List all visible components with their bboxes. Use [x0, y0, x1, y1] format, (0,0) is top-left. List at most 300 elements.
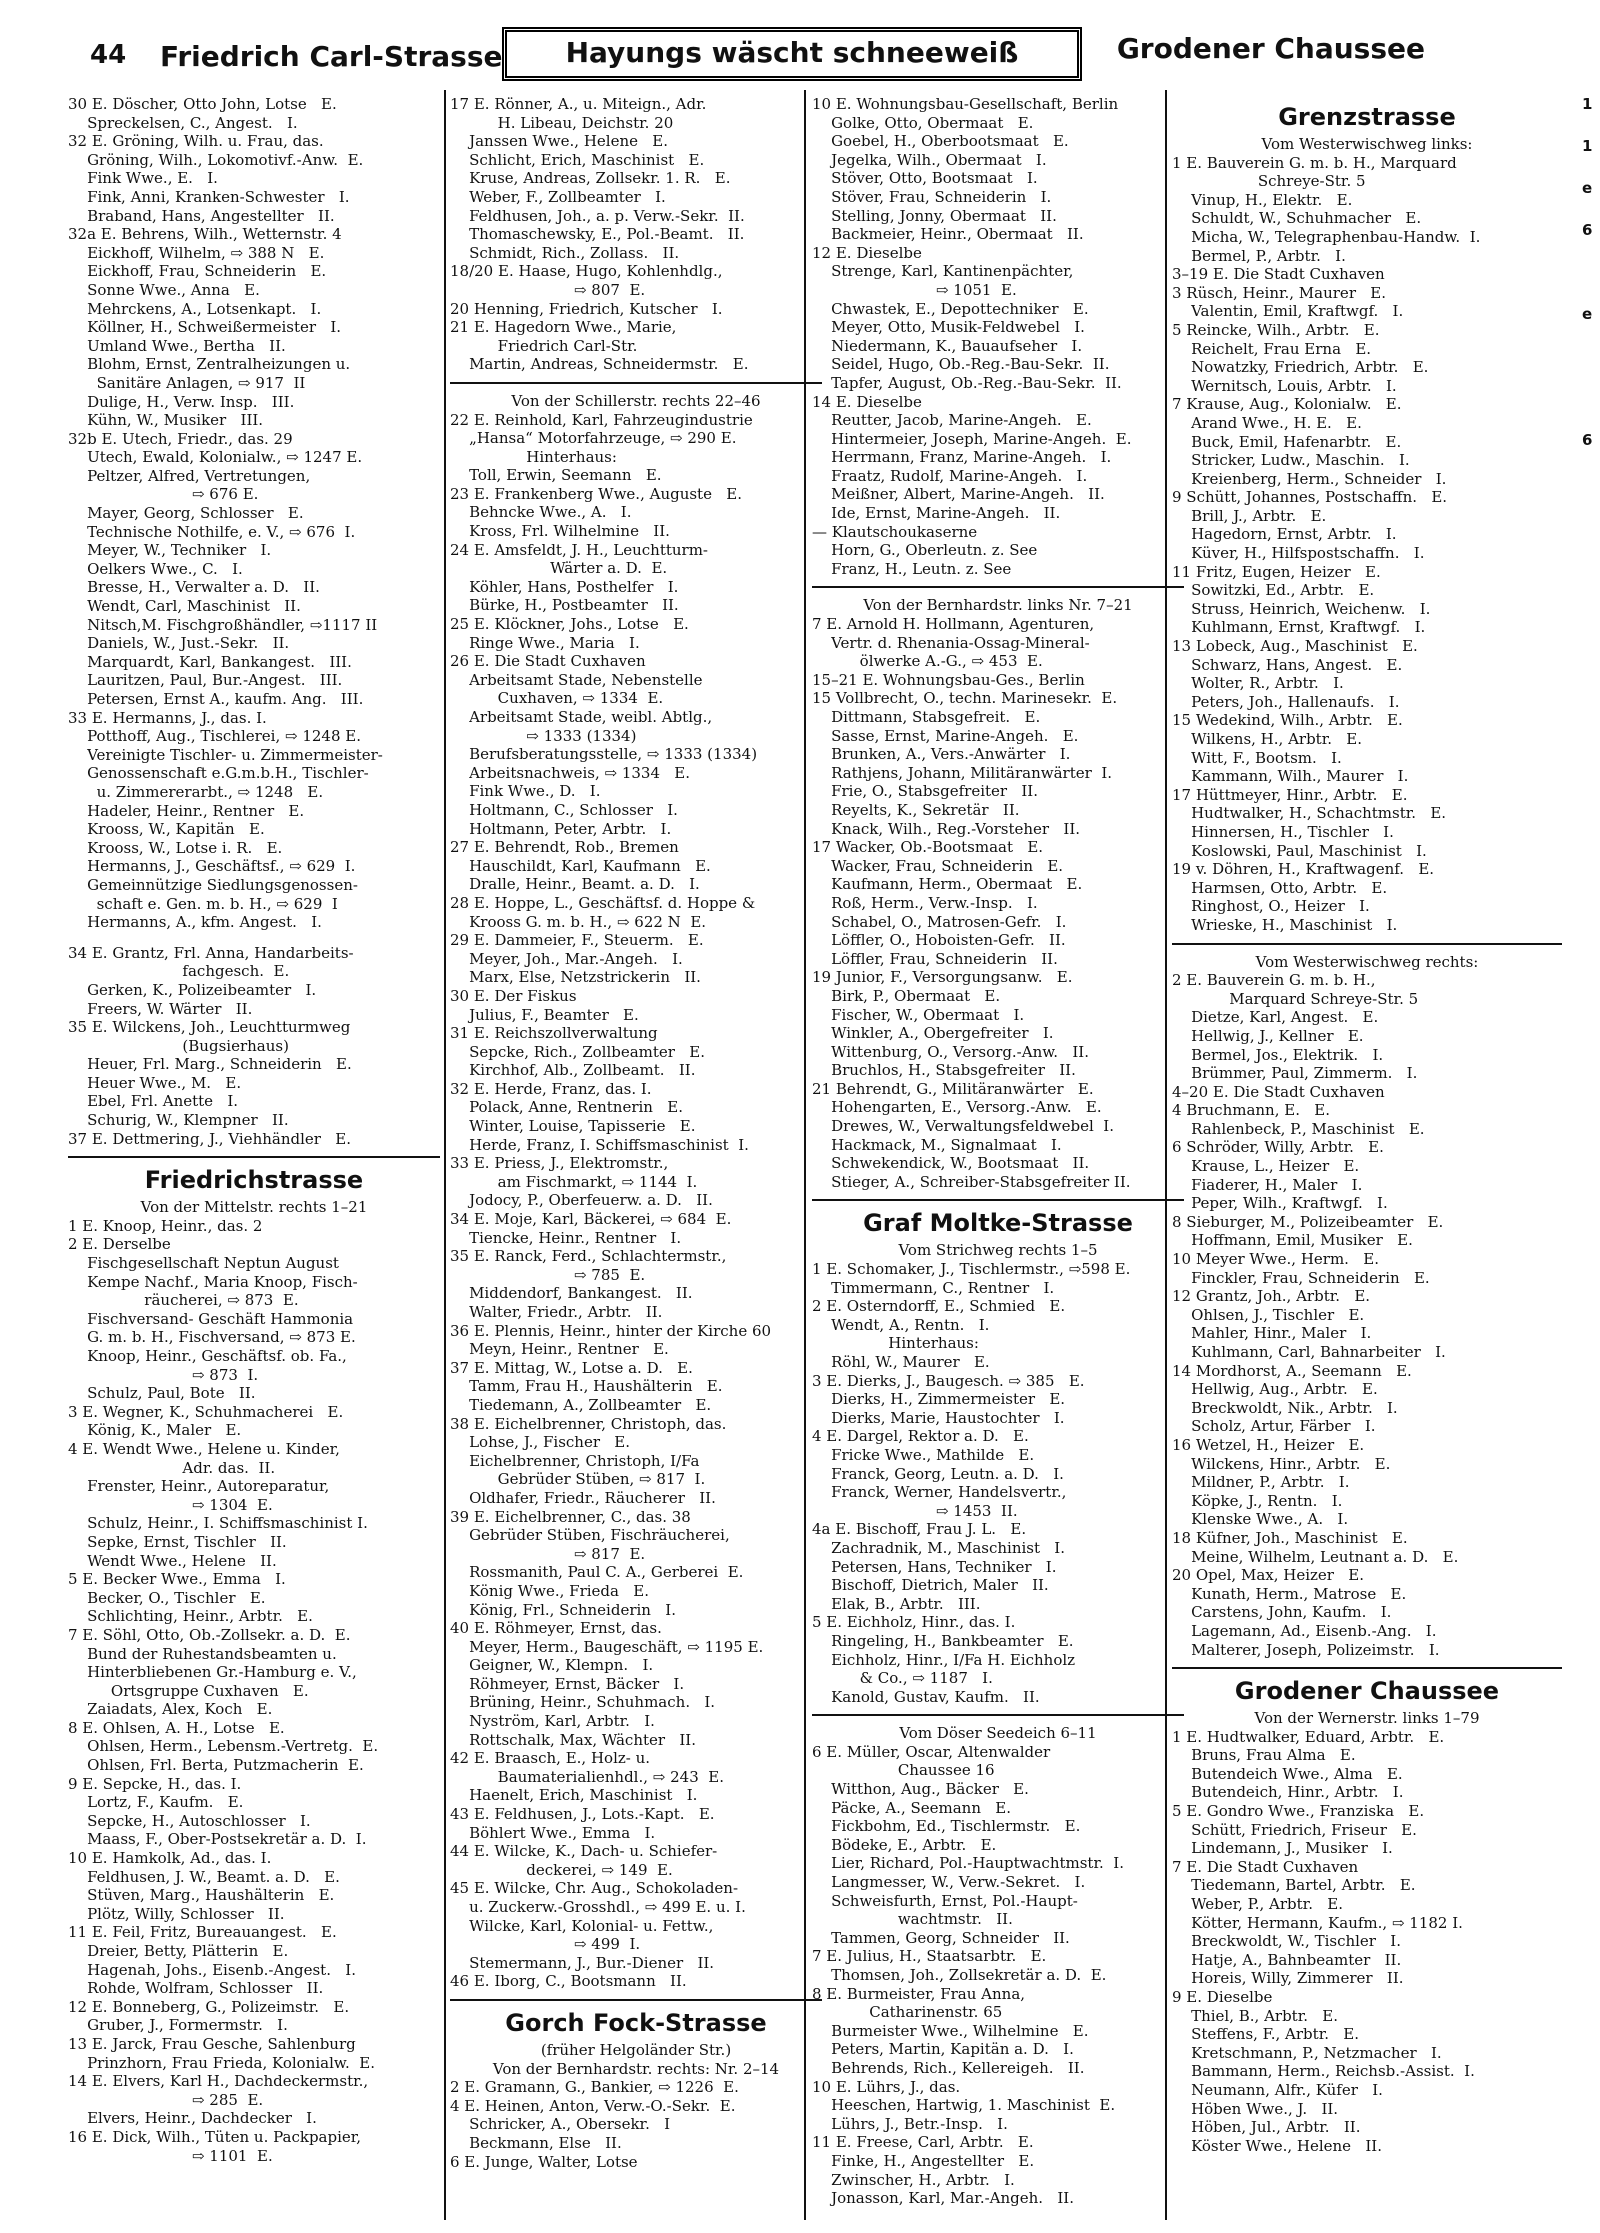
directory-entry: 26 E. Die Stadt Cuxhaven: [450, 652, 646, 671]
directory-entry: Ohlsen, J., Tischler E.: [1172, 1305, 1365, 1324]
directory-entry: König, K., Maler E.: [68, 1421, 242, 1440]
directory-entry: Bermel, Jos., Elektrik. I.: [1172, 1045, 1384, 1064]
directory-entry: Hellwig, J., Kellner E.: [1172, 1026, 1364, 1045]
directory-entry: Sanitäre Anlagen, ⇨ 917 II: [68, 373, 306, 392]
directory-entry: König Wwe., Frieda E.: [450, 1581, 649, 1600]
directory-entry: Nowatzky, Friedrich, Arbtr. E.: [1172, 358, 1429, 377]
directory-entry: Malterer, Joseph, Polizeimstr. I.: [1172, 1640, 1440, 1659]
directory-entry: Gebrüder Stüben, ⇨ 817 I.: [450, 1470, 706, 1489]
directory-entry: Reyelts, K., Sekretär II.: [812, 800, 1020, 819]
directory-entry: Schwarz, Hans, Angest. E.: [1172, 655, 1403, 674]
directory-entry: 14 Mordhorst, A., Seemann E.: [1172, 1361, 1412, 1380]
directory-entry: Adr. das. II.: [68, 1458, 276, 1477]
directory-entry: Timmermann, C., Rentner I.: [812, 1278, 1055, 1297]
directory-entry: Kammann, Wilh., Maurer I.: [1172, 767, 1409, 786]
directory-column-4: [1172, 95, 1562, 2225]
directory-entry: Sowitzki, Ed., Arbtr. E.: [1172, 581, 1375, 600]
directory-entry: 14 E. Dieselbe: [812, 392, 922, 411]
directory-entry: Bruchlos, H., Stabsgefreiter II.: [812, 1061, 1076, 1080]
directory-entry: Lortz, F., Kaufm. E.: [68, 1793, 244, 1812]
directory-entry: 7 Krause, Aug., Kolonialw. E.: [1172, 395, 1402, 414]
directory-entry: Dierks, Marie, Haustochter I.: [812, 1408, 1065, 1427]
directory-entry: 30 E. Döscher, Otto John, Lotse E.: [68, 95, 337, 113]
directory-entry: Franck, Werner, Handelsvertr.,: [812, 1483, 1067, 1502]
directory-column-1: [68, 95, 440, 2225]
directory-entry: Thomsen, Joh., Zollsekretär a. D. E.: [812, 1966, 1107, 1984]
directory-entry: 9 E. Sepcke, H., das. I.: [68, 1774, 242, 1793]
directory-entry: Bund der Ruhestandsbeamten u.: [68, 1644, 337, 1663]
directory-entry: Wolter, R., Arbtr. I.: [1172, 674, 1344, 693]
section-divider: [450, 382, 822, 384]
directory-entry: ⇨ 1333 (1334): [450, 726, 637, 745]
directory-entry: Thiel, B., Arbtr. E.: [1172, 2006, 1339, 2025]
directory-entry: Köpke, J., Rentn. I.: [1172, 1491, 1343, 1510]
directory-entry: Stieger, A., Schreiber-Stabsgefreiter II.: [812, 1172, 1131, 1191]
directory-entry: Tiencke, Heinr., Rentner I.: [450, 1228, 682, 1247]
directory-entry: Hintermeier, Joseph, Marine-Angeh. E.: [812, 429, 1132, 448]
directory-entry: Goebel, H., Oberbootsmaat E.: [812, 132, 1069, 151]
directory-entry: Rossmanith, Paul C. A., Gerberei E.: [450, 1563, 744, 1582]
directory-entry: Hellwig, Aug., Arbtr. E.: [1172, 1380, 1378, 1399]
directory-entry: Bruns, Frau Alma E.: [1172, 1746, 1356, 1765]
directory-entry: Sepcke, Rich., Zollbeamter E.: [450, 1042, 705, 1061]
edge-glyph: e: [1582, 305, 1593, 323]
section-subheading: Von der Bernhardstr. rechts: Nr. 2–14: [492, 2059, 780, 2078]
directory-entry: 46 E. Iborg, C., Bootsmann II.: [450, 1972, 687, 1991]
directory-entry: Eickhoff, Wilhelm, ⇨ 388 N E.: [68, 243, 325, 262]
directory-entry: Klenske Wwe., A. I.: [1172, 1510, 1349, 1529]
directory-entry: 20 Opel, Max, Heizer E.: [1172, 1566, 1364, 1585]
directory-entry: Höben Wwe., J. II.: [1172, 2099, 1339, 2118]
right-running-title: Grodener Chaussee: [1116, 32, 1425, 65]
directory-entry: Schweisfurth, Ernst, Pol.-Haupt-: [812, 1891, 1078, 1910]
directory-entry: Langmesser, W., Verw.-Sekret. I.: [812, 1873, 1086, 1892]
directory-entry: 16 E. Dick, Wilh., Tüten u. Packpapier,: [68, 2127, 362, 2146]
directory-entry: ⇨ 785 E.: [450, 1265, 646, 1284]
directory-entry: Hadeler, Heinr., Rentner E.: [68, 801, 305, 820]
directory-entry: am Fischmarkt, ⇨ 1144 I.: [450, 1172, 698, 1191]
directory-entry: Lauritzen, Paul, Bur.-Angest. III.: [68, 671, 343, 690]
directory-entry: 28 E. Hoppe, L., Geschäftsf. d. Hoppe &: [450, 893, 756, 912]
directory-entry: Rottschalk, Max, Wächter II.: [450, 1730, 696, 1749]
directory-entry: ⇨ 1101 E.: [68, 2146, 273, 2165]
column-rule: [444, 90, 446, 2220]
directory-entry: Kuhlmann, Ernst, Kraftwgf. I.: [1172, 618, 1426, 637]
directory-entry: Freers, W. Wärter II.: [68, 999, 253, 1018]
directory-entry: 8 Sieburger, M., Polizeibeamter E.: [1172, 1212, 1444, 1231]
directory-entry: Spreckelsen, C., Angest. I.: [68, 113, 298, 132]
directory-entry: Wendt Wwe., Helene II.: [68, 1551, 277, 1570]
directory-entry: Lohse, J., Fischer E.: [450, 1433, 631, 1452]
directory-entry: Krooss G. m. b. H., ⇨ 622 N E.: [450, 912, 707, 931]
directory-entry: Kuhlmann, Carl, Bahnarbeiter I.: [1172, 1343, 1446, 1361]
directory-entry: Janssen Wwe., Helene E.: [450, 132, 669, 151]
directory-entry: Steffens, F., Arbtr. E.: [1172, 2025, 1360, 2044]
directory-entry: Lagemann, Ad., Eisenb.-Ang. I.: [1172, 1621, 1437, 1640]
directory-entry: 20 Henning, Friedrich, Kutscher I.: [450, 299, 723, 318]
directory-entry: Brill, J., Arbtr. E.: [1172, 506, 1327, 525]
directory-entry: Brümmer, Paul, Zimmerm. I.: [1172, 1064, 1418, 1083]
directory-entry: 39 E. Eichelbrenner, C., das. 38: [450, 1507, 691, 1526]
directory-entry: Ringhost, O., Heizer I.: [1172, 897, 1370, 916]
directory-entry: Knoop, Heinr., Geschäftsf. ob. Fa.,: [68, 1347, 347, 1365]
directory-entry: 37 E. Dettmering, J., Viehhändler E.: [68, 1129, 351, 1148]
section-divider: [812, 1199, 1184, 1201]
directory-entry: Bürke, H., Postbeamter II.: [450, 596, 679, 615]
directory-entry: Horeis, Willy, Zimmerer II.: [1172, 1969, 1404, 1988]
edge-glyph: 1: [1582, 95, 1593, 113]
left-running-title: Friedrich Carl-Strasse: [160, 40, 503, 73]
directory-entry: 34 E. Grantz, Frl. Anna, Handarbeits-: [68, 943, 354, 962]
directory-entry: Schmidt, Rich., Zollass. II.: [450, 243, 680, 262]
directory-entry: 25 E. Klöckner, Johs., Lotse E.: [450, 615, 689, 634]
advertisement-banner: Hayungs wäscht schneeweiß: [502, 27, 1082, 81]
directory-entry: Kreienberg, Herm., Schneider I.: [1172, 469, 1447, 488]
directory-entry: Vertr. d. Rhenania-Ossag-Mineral-: [812, 633, 1090, 652]
directory-entry: Maass, F., Ober-Postsekretär a. D. I.: [68, 1830, 367, 1849]
directory-entry: 37 E. Mittag, W., Lotse a. D. E.: [450, 1358, 693, 1377]
directory-entry: Meyer, Joh., Mar.-Angeh. I.: [450, 949, 683, 968]
street-heading: Grenzstrasse: [1278, 103, 1456, 131]
edge-glyph: 6: [1582, 431, 1593, 449]
directory-entry: Bischoff, Dietrich, Maler II.: [812, 1576, 1049, 1595]
directory-entry: Daniels, W., Just.-Sekr. II.: [68, 634, 290, 653]
directory-entry: Frie, O., Stabsgefreiter II.: [812, 782, 1039, 801]
street-heading: Friedrichstrasse: [144, 1166, 364, 1195]
directory-entry: Ohlsen, Frl. Berta, Putzmacherin E.: [68, 1756, 364, 1775]
directory-entry: Dreier, Betty, Plätterin E.: [68, 1942, 289, 1960]
directory-entry: Löffler, Frau, Schneiderin II.: [812, 949, 1058, 968]
directory-entry: 7 E. Julius, H., Staatsarbtr. E.: [812, 1947, 1047, 1966]
directory-entry: Julius, F., Beamter E.: [450, 1005, 639, 1024]
directory-entry: 3 Rüsch, Heinr., Maurer E.: [1172, 283, 1387, 302]
directory-entry: Bödeke, E., Arbtr. E.: [812, 1835, 997, 1854]
directory-entry: Gruber, J., Formermstr. I.: [68, 2016, 288, 2035]
directory-entry: Röhl, W., Maurer E.: [812, 1353, 990, 1371]
directory-entry: Schwekendick, W., Bootsmaat II.: [812, 1154, 1090, 1173]
directory-entry: Hoffmann, Emil, Musiker E.: [1172, 1231, 1413, 1250]
directory-entry: 6 E. Müller, Oscar, Altenwalder: [812, 1742, 1051, 1761]
directory-entry: Stemermann, J., Bur.-Diener II.: [450, 1953, 715, 1972]
directory-entry: 10 E. Wohnungsbau-Gesellschaft, Berlin: [812, 95, 1119, 113]
directory-entry: 17 Wacker, Ob.-Bootsmaat E.: [812, 838, 1044, 857]
edge-glyph: [1582, 389, 1600, 431]
directory-entry: 11 E. Freese, Carl, Arbtr. E.: [812, 2133, 1034, 2152]
directory-entry: Hinterhaus:: [812, 1334, 979, 1353]
directory-entry: 1 E. Knoop, Heinr., das. 2: [68, 1216, 263, 1235]
directory-entry: Ringeling, H., Bankbeamter E.: [812, 1631, 1074, 1650]
directory-column-2: [450, 95, 822, 2225]
directory-entry: Ide, Ernst, Marine-Angeh. II.: [812, 504, 1061, 523]
directory-entry: Potthoff, Aug., Tischlerei, ⇨ 1248 E.: [68, 727, 362, 746]
directory-entry: Rohde, Wolfram, Schlosser II.: [68, 1979, 324, 1998]
directory-entry: Kanold, Gustav, Kaufm. II.: [812, 1687, 1040, 1706]
directory-entry: 2 E. Gramann, G., Bankier, ⇨ 1226 E.: [450, 2078, 739, 2097]
directory-entry: Jodocy, P., Oberfeuerw. a. D. II.: [450, 1191, 713, 1210]
directory-entry: Ebel, Frl. Anette I.: [68, 1092, 239, 1111]
directory-entry: Peltzer, Alfred, Vertretungen,: [68, 466, 311, 485]
directory-entry: Breckwoldt, Nik., Arbtr. I.: [1172, 1398, 1398, 1417]
directory-entry: Weber, F., Zollbeamter I.: [450, 187, 666, 206]
directory-entry: Blohm, Ernst, Zentralheizungen u.: [68, 355, 351, 374]
edge-glyph: [1582, 263, 1600, 305]
directory-entry: Fink, Anni, Kranken-Schwester I.: [68, 187, 350, 206]
directory-entry: Arand Wwe., H. E. E.: [1172, 413, 1362, 432]
directory-entry: Schabel, O., Matrosen-Gefr. I.: [812, 912, 1067, 931]
directory-entry: Peters, Joh., Hallenaufs. I.: [1172, 692, 1400, 711]
directory-entry: 4a E. Bischoff, Frau J. L. E.: [812, 1520, 1027, 1539]
directory-entry: Behncke Wwe., A. I.: [450, 503, 632, 522]
directory-entry: Friedrich Carl-Str.: [450, 336, 638, 355]
directory-entry: Peters, Martin, Kapitän a. D. I.: [812, 2040, 1074, 2059]
directory-entry: Wilckens, Hinr., Arbtr. E.: [1172, 1454, 1391, 1473]
section-divider: [1172, 943, 1562, 945]
directory-entry: Behrends, Rich., Kellereigeh. II.: [812, 2058, 1085, 2077]
directory-entry: Franck, Georg, Leutn. a. D. I.: [812, 1464, 1064, 1483]
directory-entry: Hackmack, M., Signalmaat I.: [812, 1135, 1062, 1154]
edge-glyph: e: [1582, 179, 1593, 197]
directory-entry: ⇨ 1304 E.: [68, 1495, 273, 1514]
directory-entry: 18/20 E. Haase, Hugo, Kohlenhdlg.,: [450, 262, 723, 281]
directory-entry: Jegelka, Wilh., Obermaat I.: [812, 150, 1047, 169]
directory-entry: Köster Wwe., Helene II.: [1172, 2136, 1382, 2155]
directory-entry: Dralle, Heinr., Beamt. a. D. I.: [450, 875, 700, 894]
directory-entry: Holtmann, C., Schlosser I.: [450, 800, 678, 819]
directory-entry: Meyer, Herm., Baugeschäft, ⇨ 1195 E.: [450, 1637, 764, 1656]
directory-entry: Eickhoff, Frau, Schneiderin E.: [68, 262, 327, 281]
adjacent-page-edge: [1582, 95, 1600, 473]
directory-entry: Thomaschewsky, E., Pol.-Beamt. II.: [450, 225, 745, 244]
directory-entry: 34 E. Moje, Karl, Bäckerei, ⇨ 684 E.: [450, 1210, 732, 1229]
directory-entry: 8 E. Burmeister, Frau Anna,: [812, 1984, 1026, 2003]
directory-entry: Tiedemann, Bartel, Arbtr. E.: [1172, 1876, 1416, 1895]
edge-glyph: 1: [1582, 137, 1593, 155]
directory-entry: Peper, Wilh., Kraftwgf. I.: [1172, 1194, 1388, 1213]
directory-entry: Ohlsen, Herm., Lebensm.-Vertretg. E.: [68, 1737, 379, 1756]
directory-entry: Kunath, Herm., Matrose E.: [1172, 1584, 1407, 1603]
section-subheading: Von der Mittelstr. rechts 1–21: [140, 1198, 368, 1217]
directory-entry: Utech, Ewald, Kolonialw., ⇨ 1247 E.: [68, 448, 363, 467]
directory-entry: Marquard Schreye-Str. 5: [1172, 989, 1419, 1008]
directory-entry: Technische Nothilfe, e. V., ⇨ 676 I.: [68, 522, 356, 541]
directory-entry: Breckwoldt, W., Tischler I.: [1172, 1932, 1401, 1951]
directory-entry: 23 E. Frankenberg Wwe., Auguste E.: [450, 484, 742, 503]
directory-entry: Feldhusen, Joh., a. p. Verw.-Sekr. II.: [450, 206, 745, 225]
directory-entry: Stüven, Marg., Haushälterin E.: [68, 1886, 335, 1905]
directory-entry: Horn, G., Oberleutn. z. See: [812, 541, 1038, 560]
directory-entry: ⇨ 1453 II.: [812, 1501, 1018, 1520]
directory-entry: (Bugsierhaus): [68, 1036, 289, 1055]
directory-entry: Kötter, Hermann, Kaufm., ⇨ 1182 I.: [1172, 1913, 1463, 1932]
directory-entry: 32 E. Gröning, Wilh. u. Frau, das.: [68, 132, 324, 151]
directory-entry: Gemeinnützige Siedlungsgenossen-: [68, 875, 358, 894]
directory-entry: Fink Wwe., E. I.: [68, 169, 218, 188]
directory-entry: Dulige, H., Verw. Insp. III.: [68, 392, 295, 411]
directory-entry: Schulz, Paul, Bote II.: [68, 1384, 256, 1403]
section-subheading: Vom Strichweg rechts 1–5: [898, 1241, 1098, 1260]
directory-entry: Finckler, Frau, Schneiderin E.: [1172, 1268, 1430, 1287]
directory-entry: Backmeier, Heinr., Obermaat II.: [812, 225, 1084, 244]
spacer: [68, 932, 440, 944]
directory-entry: Kühn, W., Musiker III.: [68, 411, 264, 430]
directory-entry: Kross, Frl. Wilhelmine II.: [450, 522, 670, 541]
directory-entry: Umland Wwe., Bertha II.: [68, 336, 286, 355]
directory-entry: Fiaderer, H., Maler I.: [1172, 1175, 1363, 1194]
directory-entry: Weber, P., Arbtr. E.: [1172, 1895, 1343, 1914]
directory-entry: Sepcke, H., Autoschlosser I.: [68, 1811, 311, 1830]
directory-entry: Baumaterialienhdl., ⇨ 243 E.: [450, 1767, 725, 1786]
directory-entry: Schlicht, Erich, Maschinist E.: [450, 150, 705, 169]
directory-entry: Feldhusen, J. W., Beamt. a. D. E.: [68, 1867, 340, 1886]
page-number: 44: [90, 40, 127, 70]
directory-entry: Gerken, K., Polizeibeamter I.: [68, 980, 317, 999]
directory-entry: Wacker, Frau, Schneiderin E.: [812, 856, 1064, 875]
directory-entry: fachgesch. E.: [68, 962, 290, 981]
directory-entry: 35 E. Ranck, Ferd., Schlachtermstr.,: [450, 1247, 727, 1266]
directory-entry: Dierks, H., Zimmermeister E.: [812, 1390, 1066, 1409]
directory-entry: Meine, Wilhelm, Leutnant a. D. E.: [1172, 1547, 1459, 1566]
directory-entry: Lier, Richard, Pol.-Hauptwachtmstr. I.: [812, 1854, 1124, 1873]
directory-entry: Herde, Franz, I. Schiffsmaschinist I.: [450, 1135, 749, 1154]
directory-entry: Vinup, H., Elektr. E.: [1172, 190, 1353, 209]
directory-entry: Krooss, W., Lotse i. R. E.: [68, 838, 283, 857]
directory-entry: Hagenah, Johs., Eisenb.-Angest. I.: [68, 1960, 356, 1979]
directory-entry: König, Frl., Schneiderin I.: [450, 1600, 676, 1619]
directory-entry: Schütt, Friedrich, Friseur E.: [1172, 1820, 1417, 1839]
directory-entry: Petersen, Ernst A., kaufm. Ang. III.: [68, 690, 364, 708]
directory-entry: 32a E. Behrens, Wilh., Wetternstr. 4: [68, 225, 342, 244]
directory-entry: 4 E. Wendt Wwe., Helene u. Kinder,: [68, 1439, 340, 1458]
directory-entry: Seidel, Hugo, Ob.-Reg.-Bau-Sekr. II.: [812, 355, 1110, 374]
directory-entry: 13 E. Jarck, Frau Gesche, Sahlenburg: [68, 2034, 356, 2053]
directory-entry: Kruse, Andreas, Zollsekr. 1. R. E.: [450, 169, 731, 188]
section-divider: [68, 1156, 440, 1158]
directory-entry: Reutter, Jacob, Marine-Angeh. E.: [812, 411, 1092, 430]
section-divider: [812, 586, 1184, 588]
directory-entry: Cuxhaven, ⇨ 1334 E.: [450, 689, 664, 708]
directory-entry: Hinnersen, H., Tischler I.: [1172, 822, 1394, 841]
directory-entry: 35 E. Wilckens, Joh., Leuchtturmweg: [68, 1018, 351, 1037]
directory-entry: Ortsgruppe Cuxhaven E.: [68, 1681, 309, 1700]
directory-entry: Tiedemann, A., Zollbeamter E.: [450, 1395, 712, 1414]
directory-entry: Hagedorn, Ernst, Arbtr. I.: [1172, 525, 1397, 544]
directory-entry: Marquardt, Karl, Bankangest. III.: [68, 652, 352, 671]
directory-entry: Hermanns, J., Geschäftsf., ⇨ 629 I.: [68, 857, 356, 876]
directory-entry: Eichelbrenner, Christoph, I/Fa: [450, 1451, 700, 1470]
directory-entry: Tammen, Georg, Schneider II.: [812, 1928, 1070, 1947]
directory-entry: Kirchhof, Alb., Zollbeamt. II.: [450, 1061, 696, 1080]
directory-entry: ⇨ 676 E.: [68, 485, 259, 504]
directory-entry: Meyer, W., Techniker I.: [68, 541, 272, 560]
directory-entry: Catharinenstr. 65: [812, 2003, 1003, 2022]
directory-entry: 30 E. Der Fiskus: [450, 986, 577, 1005]
directory-entry: 42 E. Braasch, E., Holz- u.: [450, 1749, 651, 1768]
directory-entry: Wilcke, Karl, Kolonial- u. Fettw.,: [450, 1916, 714, 1935]
directory-entry: Arbeitsamt Stade, Nebenstelle: [450, 670, 703, 689]
directory-entry: Stricker, Ludw., Maschin. I.: [1172, 451, 1410, 470]
directory-entry: Hinterhaus:: [450, 447, 617, 466]
directory-entry: ⇨ 285 E.: [68, 2090, 264, 2109]
directory-entry: Dietze, Karl, Angest. E.: [1172, 1008, 1379, 1027]
directory-entry: Witthon, Aug., Bäcker E.: [812, 1780, 1029, 1799]
directory-entry: Golke, Otto, Obermaat E.: [812, 113, 1034, 132]
directory-entry: Meyn, Heinr., Rentner E.: [450, 1340, 669, 1359]
directory-column-3: [812, 95, 1184, 2225]
directory-entry: Zachradnik, M., Maschinist I.: [812, 1538, 1066, 1557]
section-subheading: Vom Döser Seedeich 6–11: [899, 1724, 1097, 1743]
directory-entry: Heuer Wwe., M. E.: [68, 1073, 242, 1092]
directory-entry: Gebrüder Stüben, Fischräucherei,: [450, 1526, 730, 1545]
directory-entry: Lindemann, J., Musiker I.: [1172, 1839, 1393, 1858]
directory-entry: Birk, P., Obermaat E.: [812, 986, 1001, 1005]
section-subheading: (früher Helgoländer Str.): [540, 2040, 732, 2059]
directory-entry: 38 E. Eichelbrenner, Christoph, das.: [450, 1414, 727, 1433]
section-divider: [450, 1999, 822, 2001]
section-subheading: Von der Bernhardstr. links Nr. 7–21: [863, 596, 1133, 615]
section-divider: [812, 1714, 1184, 1716]
directory-entry: Strenge, Karl, Kantinenpächter,: [812, 262, 1074, 281]
directory-entry: Zwinscher, H., Arbtr. I.: [812, 2170, 1015, 2189]
directory-entry: 10 Meyer Wwe., Herm. E.: [1172, 1250, 1379, 1269]
directory-entry: 44 E. Wilcke, K., Dach- u. Schiefer-: [450, 1842, 718, 1861]
directory-entry: Wittenburg, O., Versorg.-Anw. II.: [812, 1042, 1089, 1061]
directory-entry: 11 E. Feil, Fritz, Bureauangest. E.: [68, 1923, 337, 1942]
directory-entry: Harmsen, Otto, Arbtr. E.: [1172, 878, 1388, 897]
directory-entry: 7 E. Arnold H. Hollmann, Agenturen,: [812, 615, 1095, 634]
directory-entry: Elak, B., Arbtr. III.: [812, 1594, 981, 1613]
directory-entry: 4 E. Dargel, Rektor a. D. E.: [812, 1427, 1029, 1446]
section-subheading: Vom Westerwischweg links:: [1261, 135, 1473, 153]
directory-entry: 33 E. Priess, J., Elektromstr.,: [450, 1154, 669, 1173]
directory-entry: 32b E. Utech, Friedr., das. 29: [68, 429, 293, 448]
directory-entry: Walter, Friedr., Arbtr. II.: [450, 1303, 663, 1321]
directory-entry: Jonasson, Karl, Mar.-Angeh. II.: [812, 2189, 1074, 2208]
directory-entry: 6 E. Junge, Walter, Lotse: [450, 2152, 638, 2171]
directory-entry: 27 E. Behrendt, Rob., Bremen: [450, 838, 679, 857]
directory-entry: Butendeich Wwe., Alma E.: [1172, 1764, 1403, 1783]
directory-entry: Bresse, H., Verwalter a. D. II.: [68, 578, 320, 597]
directory-entry: 11 Fritz, Eugen, Heizer E.: [1172, 562, 1381, 581]
directory-entry: Dittmann, Stabsgefreit. E.: [812, 708, 1041, 726]
directory-entry: 2 E. Osterndorff, E., Schmied E.: [812, 1297, 1066, 1316]
directory-entry: Päcke, A., Seemann E.: [812, 1798, 1012, 1817]
directory-entry: ⇨ 1051 E.: [812, 280, 1017, 299]
directory-entry: Bermel, P., Arbtr. I.: [1172, 246, 1346, 265]
directory-entry: Hinterbliebenen Gr.-Hamburg e. V.,: [68, 1663, 357, 1682]
directory-entry: 10 E. Lührs, J., das.: [812, 2077, 961, 2096]
directory-entry: 21 Behrendt, G., Militäranwärter E.: [812, 1079, 1094, 1098]
directory-entry: u. Zimmererarbt., ⇨ 1248 E.: [68, 782, 324, 801]
directory-entry: 45 E. Wilcke, Chr. Aug., Schokoladen-: [450, 1879, 739, 1898]
directory-entry: Fischer, W., Obermaat I.: [812, 1005, 1025, 1024]
directory-entry: 3–19 E. Die Stadt Cuxhaven: [1172, 265, 1385, 284]
directory-entry: Berufsberatungsstelle, ⇨ 1333 (1334): [450, 745, 758, 764]
directory-entry: Vereinigte Tischler- u. Zimmermeister-: [68, 745, 383, 764]
edge-glyph: 6: [1582, 221, 1593, 239]
directory-entry: Meyer, Otto, Musik-Feldwebel I.: [812, 318, 1085, 337]
directory-entry: 40 E. Röhmeyer, Ernst, das.: [450, 1619, 662, 1638]
street-heading: Gorch Fock-Strasse: [505, 2008, 767, 2037]
directory-entry: 3 E. Wegner, K., Schuhmacherei E.: [68, 1402, 344, 1421]
directory-entry: Prinzhorn, Frau Frieda, Kolonialw. E.: [68, 2053, 375, 2072]
directory-entry: 1 E. Hudtwalker, Eduard, Arbtr. E.: [1172, 1727, 1445, 1746]
directory-entry: 13 Lobeck, Aug., Maschinist E.: [1172, 637, 1418, 656]
directory-entry: 2 E. Bauverein G. m. b. H.,: [1172, 971, 1376, 990]
directory-entry: 16 Wetzel, H., Heizer E.: [1172, 1435, 1365, 1454]
section-subheading: Von der Schillerstr. rechts 22–46: [511, 391, 761, 410]
directory-entry: Brunken, A., Vers.-Anwärter I.: [812, 745, 1071, 764]
directory-entry: Fricke Wwe., Mathilde E.: [812, 1445, 1035, 1464]
